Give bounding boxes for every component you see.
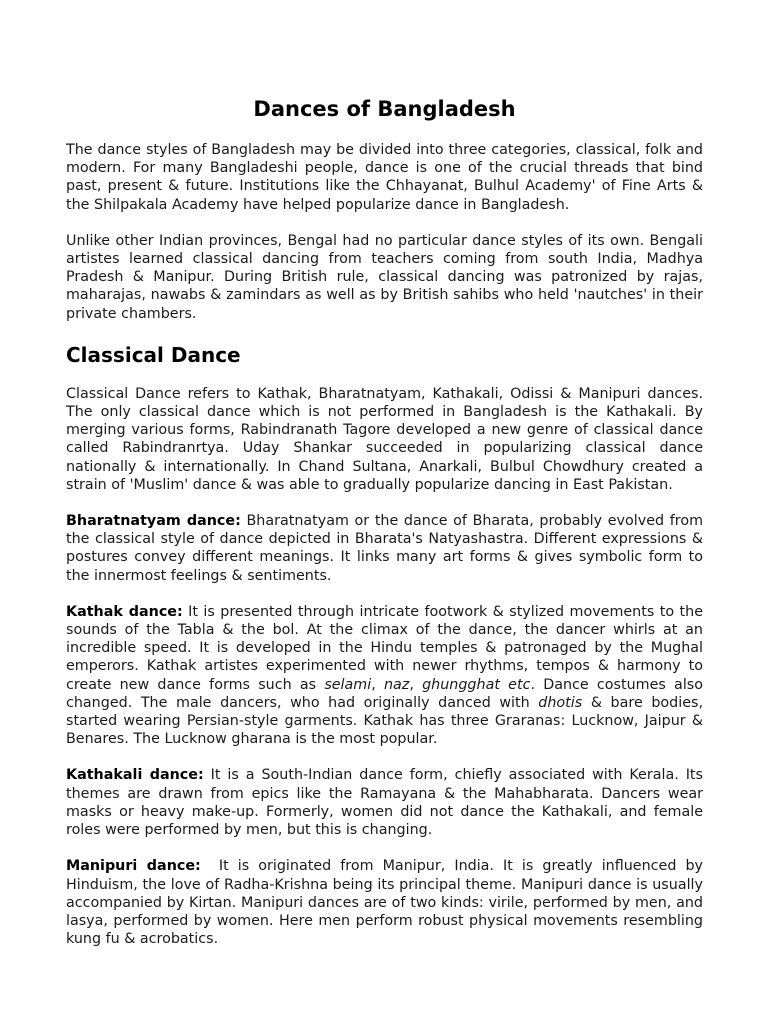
kathakali-term: Kathakali dance: <box>66 767 204 784</box>
kathak-text-3: & bare bodies, started wearing Persian-style garments. Kathak has three Graranas: Lucknow, Jaipur & Benares. The Lucknow gharana is the most popular. <box>66 694 704 748</box>
kathak-emphasis-ghungghat: ghungghat etc <box>422 676 531 693</box>
kathak-emphasis-dhotis: dhotis <box>538 694 583 711</box>
classical-intro-paragraph: Classical Dance refers to Kathak, Bharatnatyam, Kathakali, Odissi & Manipuri dances. The only classical dance which is not performed in Bangladesh is the Kathakali. By merging various forms, Rabindranath Tagore developed a new genre of classical dance called Rabindranrtya. Uday Shankar succeeded in popularizing classical dance nationally & internationally. In Chand Sultana, Anarkali, Bulbul Chowdhury created a strain of 'Muslim' dance & was able to gradually popularize dancing in East Pakistan. <box>66 385 703 493</box>
kathak-emphasis-selami: selami <box>324 676 372 693</box>
manipuri-paragraph <box>66 857 708 948</box>
bharatnatyam-paragraph <box>66 512 703 585</box>
kathak-text-1: It is presented through intricate footwork & stylized movements to the sounds of the Tabla & the bol. At the climax of the dance, the dancer whirls at an incredible speed. It is developed in the Hindu temples & patronaged by the Mughal emperors. Kathak artistes experimented with newer rhythms, tempos & harmony to create new dance forms such as <box>66 603 703 693</box>
kathak-text-2: . Dance costumes also changed. The male dancers, who had originally danced with <box>66 676 703 711</box>
kathakali-paragraph <box>66 766 703 839</box>
kathak-term: Kathak dance: <box>66 603 183 620</box>
intro-paragraph-2: Unlike other Indian provinces, Bengal had no particular dance styles of its own. Bengali artistes learned classical dancing from teachers coming from south India, Madhya Pradesh & Manipur. During British rule, classical dancing was patronized by rajas, maharajas, nawabs & zamindars as well as by British sahibs who held 'nautches' in their private chambers. <box>66 232 703 322</box>
section-heading-classical-dance: Classical Dance <box>66 342 241 367</box>
document-page <box>66 90 708 948</box>
kathak-separator-1: , <box>371 676 384 693</box>
kathak-paragraph <box>66 603 703 749</box>
bharatnatyam-term: Bharatnatyam dance: <box>66 513 241 530</box>
manipuri-term: Manipuri dance: <box>66 858 201 875</box>
manipuri-text: It is originated from Manipur, India. It is greatly influenced by Hinduism, the love of Radha-Krishna being its principal theme. Manipuri dance is usually accompanied by Kirtan. Manipuri dances are of two kinds: virile, performed by men, and lasya, performed by women. Here men perform robust physical movements resembling kung fu & acrobatics. <box>66 858 708 948</box>
bharatnatyam-text: Bharatnatyam or the dance of Bharata, probably evolved from the classical style of dance depicted in Bharata's Natyashastra. Different expressions & postures convey different meanings. It links many art forms & gives symbolic form to the innermost feelings & sentiments. <box>66 513 703 584</box>
intro-paragraph-1: The dance styles of Bangladesh may be divided into three categories, classical, folk and modern. For many Bangladeshi people, dance is one of the crucial threads that bind past, present & future. Institutions like the Chhayanat, Bulhul Academy' of Fine Arts & the Shilpakala Academy have helped popularize dance in Bangladesh. <box>66 142 703 213</box>
kathak-emphasis-naz: naz <box>383 676 410 693</box>
kathakali-text: It is a South-Indian dance form, chiefly associated with Kerala. Its themes are drawn from epics like the Ramayana & the Mahabharata. Dancers wear masks or heavy make-up. Formerly, women did not dance the Kathakali, and female roles were performed by men, but this is changing. <box>66 767 703 839</box>
page-title: Dances of Bangladesh <box>253 97 516 121</box>
kathak-separator-2: , <box>409 676 423 693</box>
